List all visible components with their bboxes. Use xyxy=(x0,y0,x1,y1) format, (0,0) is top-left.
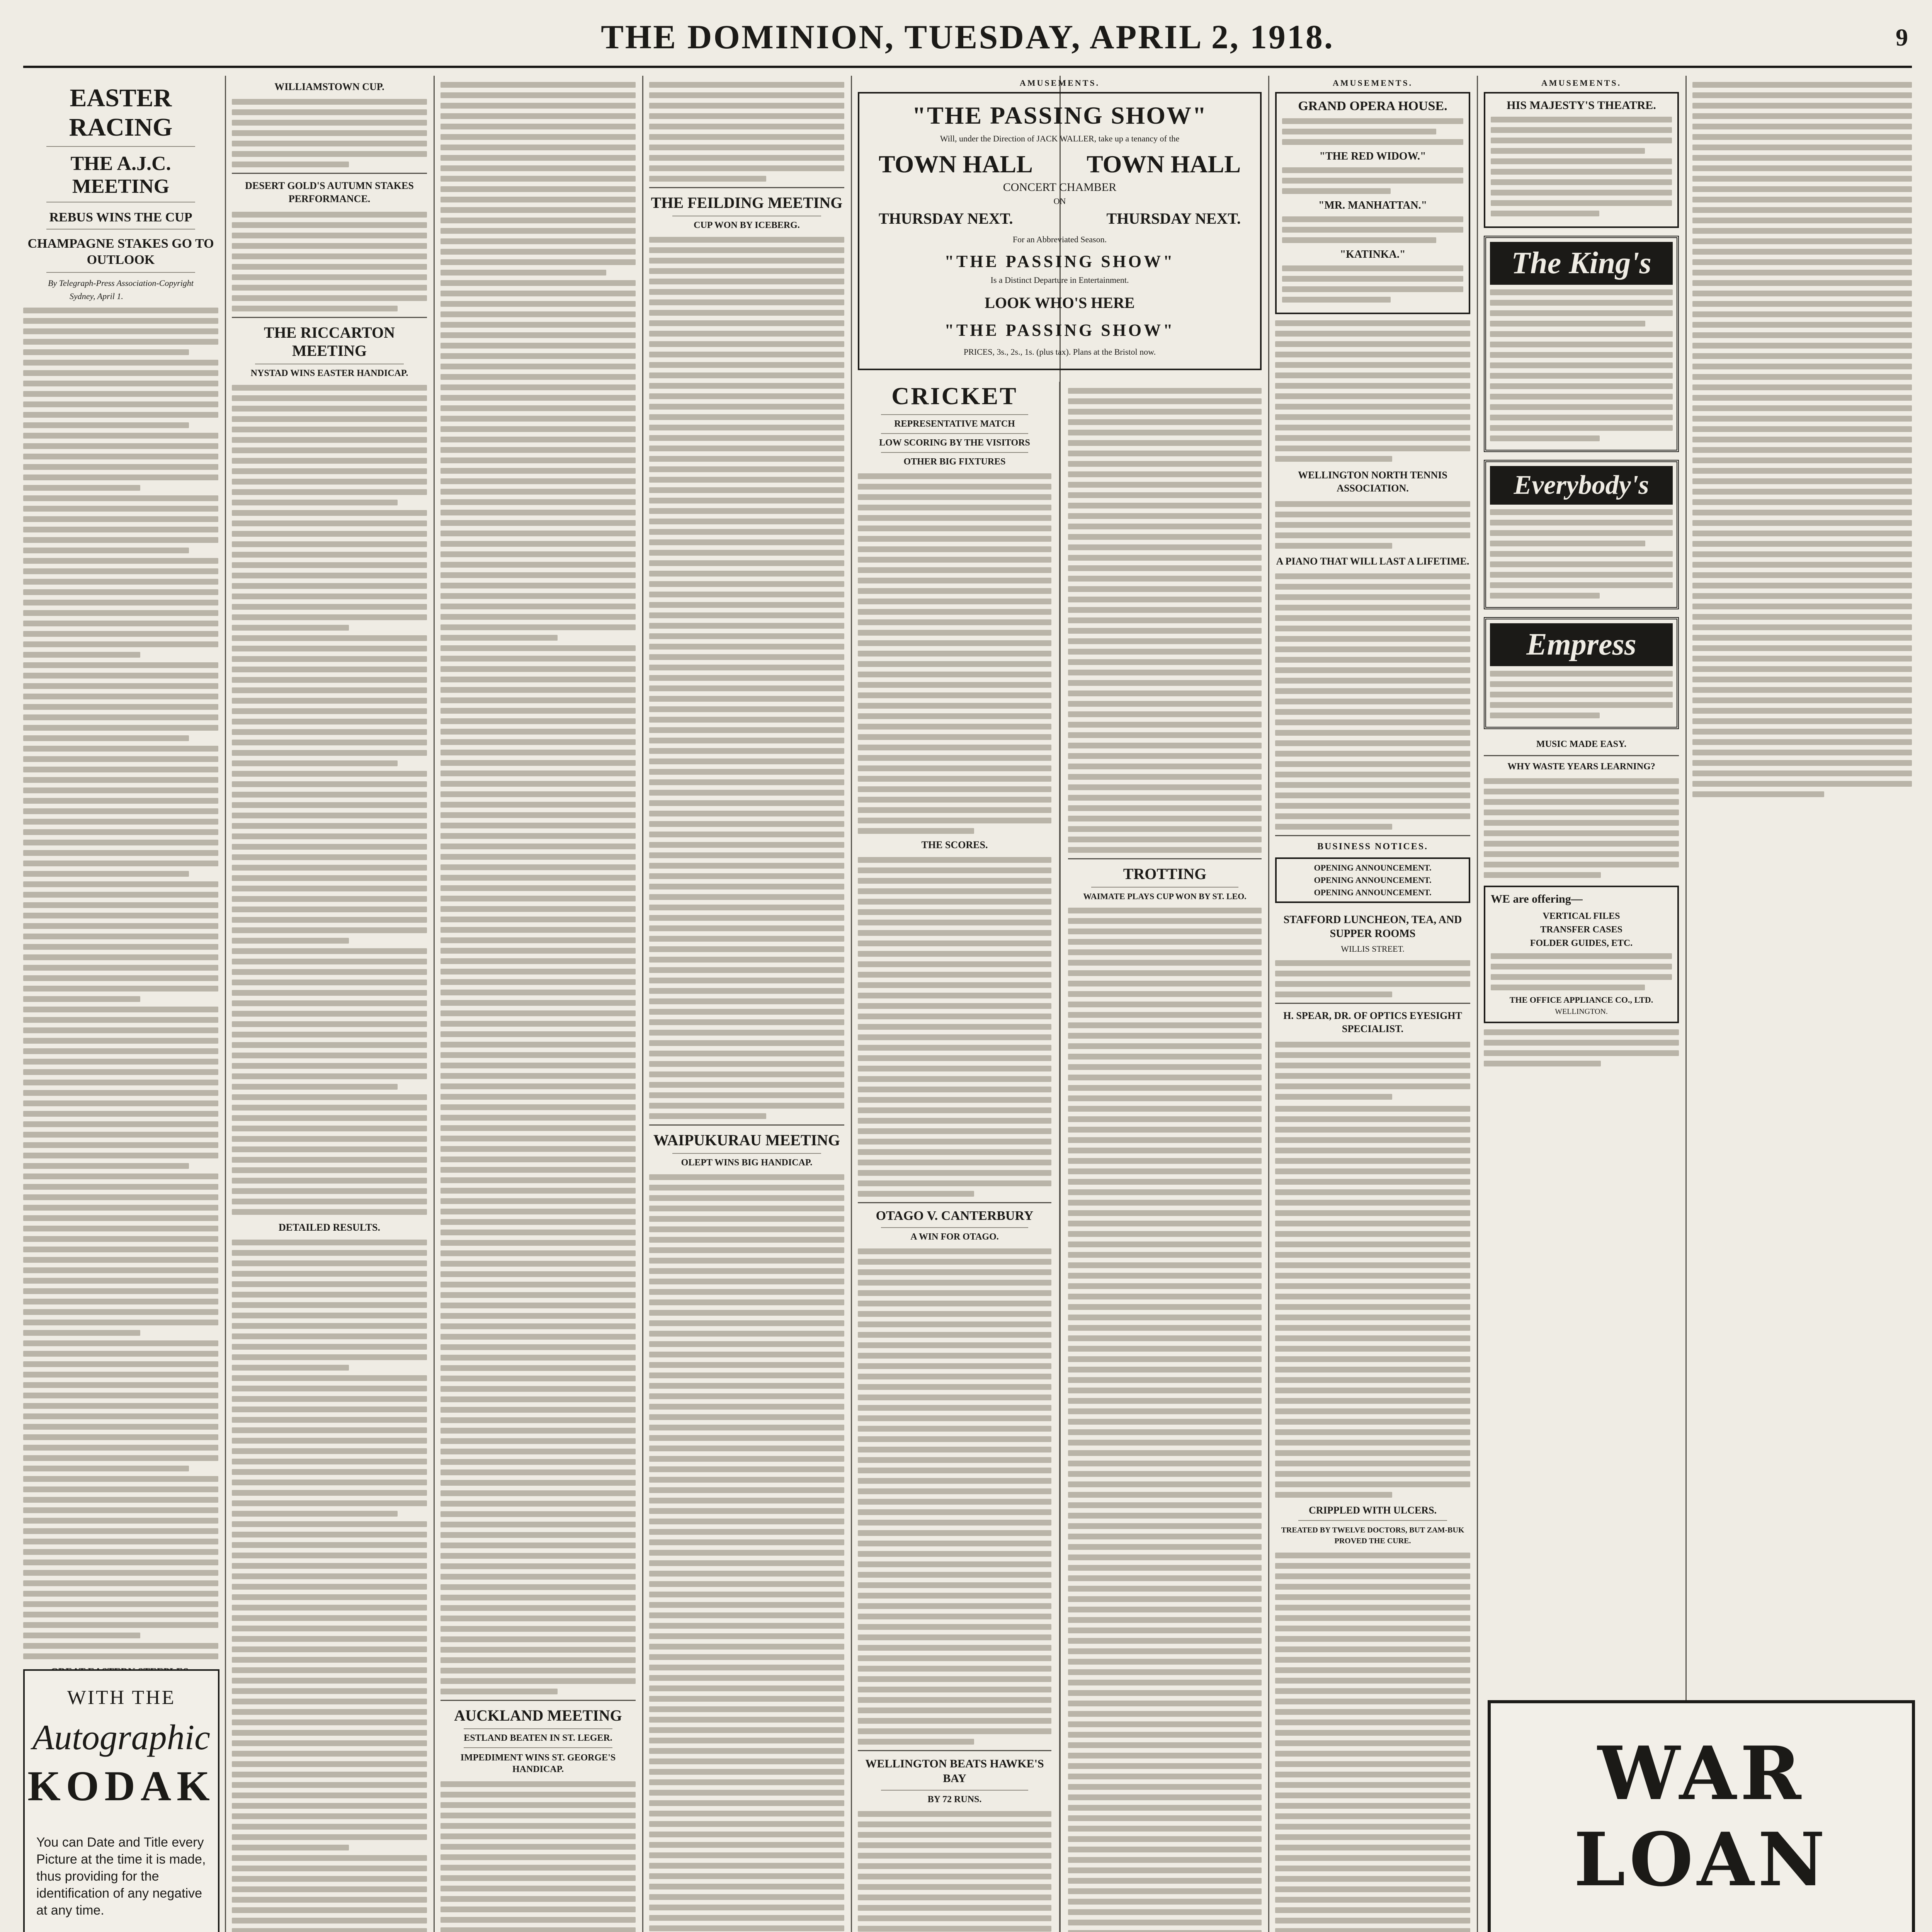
headline-wellington-north: WELLINGTON NORTH TENNIS ASSOCIATION. xyxy=(1298,469,1447,494)
masthead-rule xyxy=(23,66,1912,68)
deck-low-scoring: LOW SCORING BY THE VISITORS xyxy=(879,438,1030,448)
byline: By Telegraph-Press Association-Copyright xyxy=(48,278,194,288)
amusements-label: AMUSEMENTS. xyxy=(1019,78,1100,88)
headline-scores: THE SCORES. xyxy=(921,839,988,850)
passing-show-ad xyxy=(858,92,1262,370)
spear-optician: H. SPEAR, DR. OF OPTICS EYESIGHT SPECIALIST. xyxy=(1283,1010,1462,1034)
town-hall-left: TOWN HALL xyxy=(879,150,1033,178)
passing-show-bottom: "THE PASSING SHOW" xyxy=(944,321,1175,340)
article-text xyxy=(23,308,218,1659)
deck-representative: REPRESENTATIVE MATCH xyxy=(894,419,1015,429)
column-5 xyxy=(858,76,1262,1932)
headline-music: MUSIC MADE EASY. xyxy=(1536,739,1627,749)
katinka: "KATINKA." xyxy=(1340,248,1406,260)
on-label: ON xyxy=(1053,196,1066,206)
opening-2: OPENING ANNOUNCEMENT. xyxy=(1314,875,1432,885)
page-number: 9 xyxy=(1896,24,1908,51)
dateline: Sydney, April 1. xyxy=(70,291,123,301)
deck-other-fixtures: OTHER BIG FIXTURES xyxy=(903,457,1006,467)
deck-iceberg: CUP WON BY ICEBERG. xyxy=(694,220,800,230)
everybodys-logo: Everybody's xyxy=(1490,466,1673,505)
concert-chamber: CONCERT CHAMBER xyxy=(1003,181,1117,194)
amusements-label-3: AMUSEMENTS. xyxy=(1541,78,1622,88)
amusements-label-2: AMUSEMENTS. xyxy=(1332,78,1413,88)
stafford-rooms: STAFFORD LUNCHEON, TEA, AND SUPPER ROOMS xyxy=(1283,914,1462,940)
stafford-willis: WILLIS STREET. xyxy=(1341,944,1405,954)
column-3 xyxy=(440,76,636,1932)
transfer-cases: TRANSFER CASES xyxy=(1540,925,1622,935)
deck-rebus: REBUS WINS THE CUP xyxy=(49,210,192,224)
headline-desert-gold: DESERT GOLD'S AUTUMN STAKES PERFORMANCE. xyxy=(245,180,414,204)
office-wellington: WELLINGTON. xyxy=(1555,1007,1608,1016)
kodak-autographic: Autographic xyxy=(32,1718,210,1757)
kodak-body: You can Date and Title every Picture at the time it is made, thus providing for the identification of any negative at any time. xyxy=(36,1835,206,1918)
headline-easter-racing: EASTER RACING xyxy=(69,84,173,141)
distinct-departure: Is a Distinct Departure in Entertainment. xyxy=(990,275,1129,285)
cricket-column-2 xyxy=(1060,382,1262,1932)
deck-waimate: WAIMATE PLAYS CUP WON BY ST. LEO. xyxy=(1083,891,1247,901)
column-2 xyxy=(232,76,427,1932)
column-8 xyxy=(1692,76,1912,1019)
deck-by-runs: BY 72 RUNS. xyxy=(927,1794,982,1804)
empress-theatre-ad xyxy=(1484,617,1679,729)
town-hall-right: TOWN HALL xyxy=(1087,150,1241,178)
deck-nystad: NYSTAD WINS EASTER HANDICAP. xyxy=(250,368,408,378)
headline-ajc-meeting: THE A.J.C. MEETING xyxy=(70,153,171,197)
passing-show-title: "THE PASSING SHOW" xyxy=(912,102,1208,129)
kings-theatre-ad xyxy=(1484,236,1679,452)
masthead xyxy=(23,15,1912,62)
we-are-offering: WE are offering— xyxy=(1491,893,1583,905)
red-widow: "THE RED WIDOW." xyxy=(1319,150,1426,162)
deck-treated: TREATED BY TWELVE DOCTORS, BUT ZAM-BUK PROVED THE CURE. xyxy=(1281,1526,1464,1545)
folder-guides: FOLDER GUIDES, ETC. xyxy=(1530,938,1633,948)
cricket-column xyxy=(858,382,1060,1932)
deck-champagne: CHAMPAGNE STAKES GO TO OUTLOOK xyxy=(27,236,214,267)
newspaper-title: THE DOMINION, TUESDAY, APRIL 2, 1918. xyxy=(601,19,1334,56)
season-note: For an Abbreviated Season. xyxy=(1012,235,1107,244)
mr-manhattan: "MR. MANHATTAN." xyxy=(1318,199,1427,211)
column-7 xyxy=(1484,76,1679,1932)
office-appliance-company: THE OFFICE APPLIANCE CO., LTD. xyxy=(1509,995,1653,1005)
headline-feilding: THE FEILDING MEETING xyxy=(651,194,843,211)
headline-trotting: TROTTING xyxy=(1123,865,1207,883)
column-divider xyxy=(1685,76,1687,1932)
kodak-wordmark: KODAK xyxy=(27,1762,215,1810)
prices: PRICES, 3s., 2s., 1s. (plus tax). Plans at the Bristol now. xyxy=(963,347,1156,357)
headline-auckland: AUCKLAND MEETING xyxy=(454,1707,622,1724)
headline-riccarton: THE RICCARTON MEETING xyxy=(264,324,395,359)
office-appliance-ad xyxy=(1484,886,1679,1023)
column-divider xyxy=(434,76,435,1932)
his-majestys-title: HIS MAJESTY'S THEATRE. xyxy=(1507,99,1656,112)
opening-announcement-box xyxy=(1275,857,1470,903)
passing-show-mid: "THE PASSING SHOW" xyxy=(944,252,1175,271)
headline-cricket: CRICKET xyxy=(891,382,1018,410)
kings-logo: The King's xyxy=(1490,242,1673,285)
opening-3: OPENING ANNOUNCEMENT. xyxy=(1314,888,1432,897)
deck-estland: ESTLAND BEATEN IN ST. LEGER. xyxy=(464,1733,612,1743)
opening-1: OPENING ANNOUNCEMENT. xyxy=(1314,863,1432,872)
headline-crippled: CRIPPLED WITH ULCERS. xyxy=(1308,1505,1437,1516)
column-divider xyxy=(642,76,643,1932)
headline-otago: OTAGO V. CANTERBURY xyxy=(876,1209,1034,1223)
empress-logo: Empress xyxy=(1490,623,1673,666)
deck-impediment: IMPEDIMENT WINS ST. GEORGE'S HANDICAP. xyxy=(460,1753,616,1774)
column-6 xyxy=(1275,76,1470,1932)
passing-show-under: Will, under the Direction of JACK WALLER, take up a tenancy of the xyxy=(940,134,1180,143)
column-4 xyxy=(649,76,844,1932)
column-divider xyxy=(851,76,852,1932)
grand-opera-title: GRAND OPERA HOUSE. xyxy=(1298,99,1447,113)
headline-piano: A PIANO THAT WILL LAST A LIFETIME. xyxy=(1276,556,1469,567)
column-divider xyxy=(1477,76,1478,1932)
business-notices-label: BUSINESS NOTICES. xyxy=(1317,842,1429,852)
grand-opera-ad xyxy=(1275,92,1470,314)
headline-wellington-hawkes: WELLINGTON BEATS HAWKE'S BAY xyxy=(865,1757,1044,1785)
look-whos-here: LOOK WHO'S HERE xyxy=(985,294,1135,311)
vertical-files: VERTICAL FILES xyxy=(1543,911,1620,921)
deck-olept: OLEPT WINS BIG HANDICAP. xyxy=(681,1158,813,1168)
column-divider xyxy=(225,76,226,1932)
kodak-advertisement xyxy=(23,1669,219,1932)
thursday-right: THURSDAY NEXT. xyxy=(1106,210,1241,227)
column-1 xyxy=(23,76,218,1932)
kodak-with-the: WITH THE xyxy=(67,1687,176,1709)
everybodys-theatre-ad xyxy=(1484,460,1679,609)
war-loan-title: WAR LOAN xyxy=(1573,1730,1829,1903)
deck-win-otago: A WIN FOR OTAGO. xyxy=(910,1232,999,1242)
headline-why-waste: WHY WASTE YEARS LEARNING? xyxy=(1507,762,1655,772)
thursday-left: THURSDAY NEXT. xyxy=(879,210,1013,227)
headline-williamstown: WILLIAMSTOWN CUP. xyxy=(274,81,384,92)
headline-detailed-results: DETAILED RESULTS. xyxy=(279,1222,380,1233)
headline-waipukurau: WAIPUKURAU MEETING xyxy=(653,1131,840,1149)
war-loan-advertisement xyxy=(1488,1700,1915,1932)
his-majestys-ad xyxy=(1484,92,1679,228)
column-divider xyxy=(1268,76,1269,1932)
